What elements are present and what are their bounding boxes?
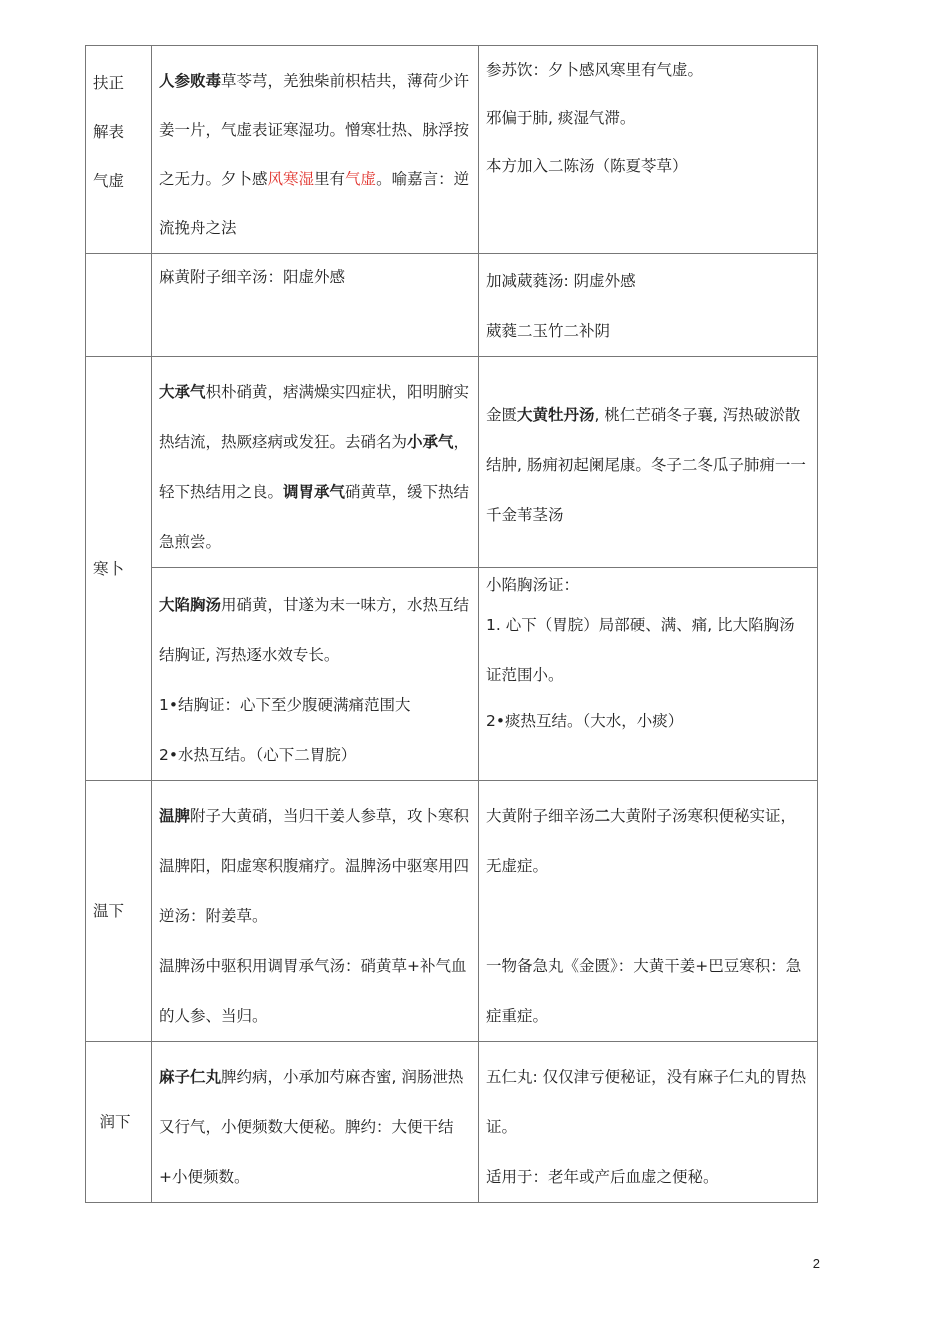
category-line: 解表 — [93, 123, 125, 141]
formula-name: 小承气 — [407, 433, 454, 451]
category-cell: 温下 — [86, 781, 152, 1042]
page-number: 2 — [812, 1256, 820, 1271]
formula-name: 麻子仁丸 — [159, 1068, 222, 1086]
formula-table — [85, 45, 818, 1203]
formula-name: 大陷胸汤 — [159, 596, 222, 614]
formula-line: 1•结胸证：心下至少腹硬满痛范围大 — [159, 696, 411, 714]
note-cell — [479, 357, 818, 568]
note-line: 参苏饮：夕卜感风寒里有气虚。 — [486, 61, 704, 79]
note-text: 大黄附子细辛汤二大黄附子汤寒积便秘实证，无虚症。 — [486, 807, 797, 875]
category-cell: 寒卜 — [86, 357, 152, 781]
formula-name: 大承气 — [159, 383, 206, 401]
formula-name: 温脾 — [159, 807, 191, 825]
table-row — [86, 46, 818, 254]
note-line: 五仁丸: 仅仅津亏便秘证，没有麻子仁丸的胃热证。 — [486, 1068, 807, 1136]
formula-cell — [152, 781, 479, 1042]
note-text: 金匮大黄牡丹汤, 桃仁芒硝冬子襄, 泻热破淤散结肿, 肠痈初起阑尾康。冬子二冬瓜子肺痈一一千金苇茎汤 — [486, 406, 806, 524]
category-line: 气虚 — [93, 172, 125, 190]
note-text: 一物备急丸《金匮》：大黄干姜+巴豆寒积：急症重症。 — [486, 957, 802, 1025]
formula-cell — [152, 1042, 479, 1203]
formula-name: 调胃承气 — [283, 483, 346, 501]
formula-cell — [152, 46, 479, 254]
category-line: 扶正 — [93, 74, 125, 92]
note-line: 邪偏于肺, 痰湿气滞。 — [486, 109, 636, 127]
note-cell — [479, 781, 818, 1042]
formula-text: 大陷胸汤用硝黄，甘遂为末一味方，水热互结结胸证, 泻热逐水效专长。 — [159, 596, 470, 664]
note-line: 适用于：老年或产后血虚之便秘。 — [486, 1168, 719, 1186]
note-line: 1. 心下（胃脘）局部硬、满、痛, 比大陷胸汤证范围小。 — [486, 616, 795, 684]
formula-line: 温脾汤中驱积用调胃承气汤：硝黄草+补气血的人参、当归。 — [159, 957, 467, 1025]
note-line: 2•痰热互结。（大水，小痰） — [486, 712, 684, 730]
note-cell — [479, 568, 818, 781]
formula-cell — [152, 254, 479, 357]
category-cell: 润下 — [86, 1042, 152, 1203]
formula-text: 大承气枳朴硝黄，痞满燥实四症状，阳明腑实热结流，热厥痉病或发狂。去硝名为小承气，轻下热结用之良。调胃承气硝黄草，缓下热结急煎尝。 — [159, 383, 470, 551]
table-row — [86, 1042, 818, 1203]
formula-text: 人参败毒草苓芎，羌独柴前枳桔共，薄荷少许姜一片，气虚表证寒湿功。憎寒壮热、脉浮按之无力。夕卜感风寒湿里有气虚。喻嘉言：逆流挽舟之法 — [159, 72, 470, 237]
formula-text: 温脾附子大黄硝，当归干姜人参草，攻卜寒积温脾阳，阳虚寒积腹痛疗。温脾汤中驱寒用四逆汤：附姜草。 — [159, 807, 470, 925]
note-line: 加减葳蕤汤: 阴虚外感 — [486, 272, 636, 290]
note-line: 小陷胸汤证： — [486, 576, 580, 594]
note-line: 葳蕤二玉竹二补阴 — [486, 322, 611, 340]
note-cell — [479, 1042, 818, 1203]
table-row — [86, 357, 818, 568]
category-cell — [86, 46, 152, 254]
note-cell — [479, 254, 818, 357]
formula-cell — [152, 357, 479, 568]
formula-name: 大黄牡丹汤 — [517, 406, 595, 424]
formula-name: 人参败毒 — [159, 72, 222, 90]
category-cell — [86, 254, 152, 357]
formula-text: 麻黄附子细辛汤：阳虚外感 — [159, 268, 346, 286]
formula-line: 2•水热互结。（心下二胃脘） — [159, 746, 357, 764]
note-line: 本方加入二陈汤（陈夏苓草） — [486, 157, 688, 175]
formula-cell — [152, 568, 479, 781]
table-row — [86, 568, 818, 781]
table-row — [86, 254, 818, 357]
note-cell — [479, 46, 818, 254]
formula-text: 麻子仁丸脾约病，小承加芍麻杏蜜, 润肠泄热又行气，小便频数大便秘。脾约：大便干结+小便频数。 — [159, 1068, 464, 1186]
table-row — [86, 781, 818, 1042]
